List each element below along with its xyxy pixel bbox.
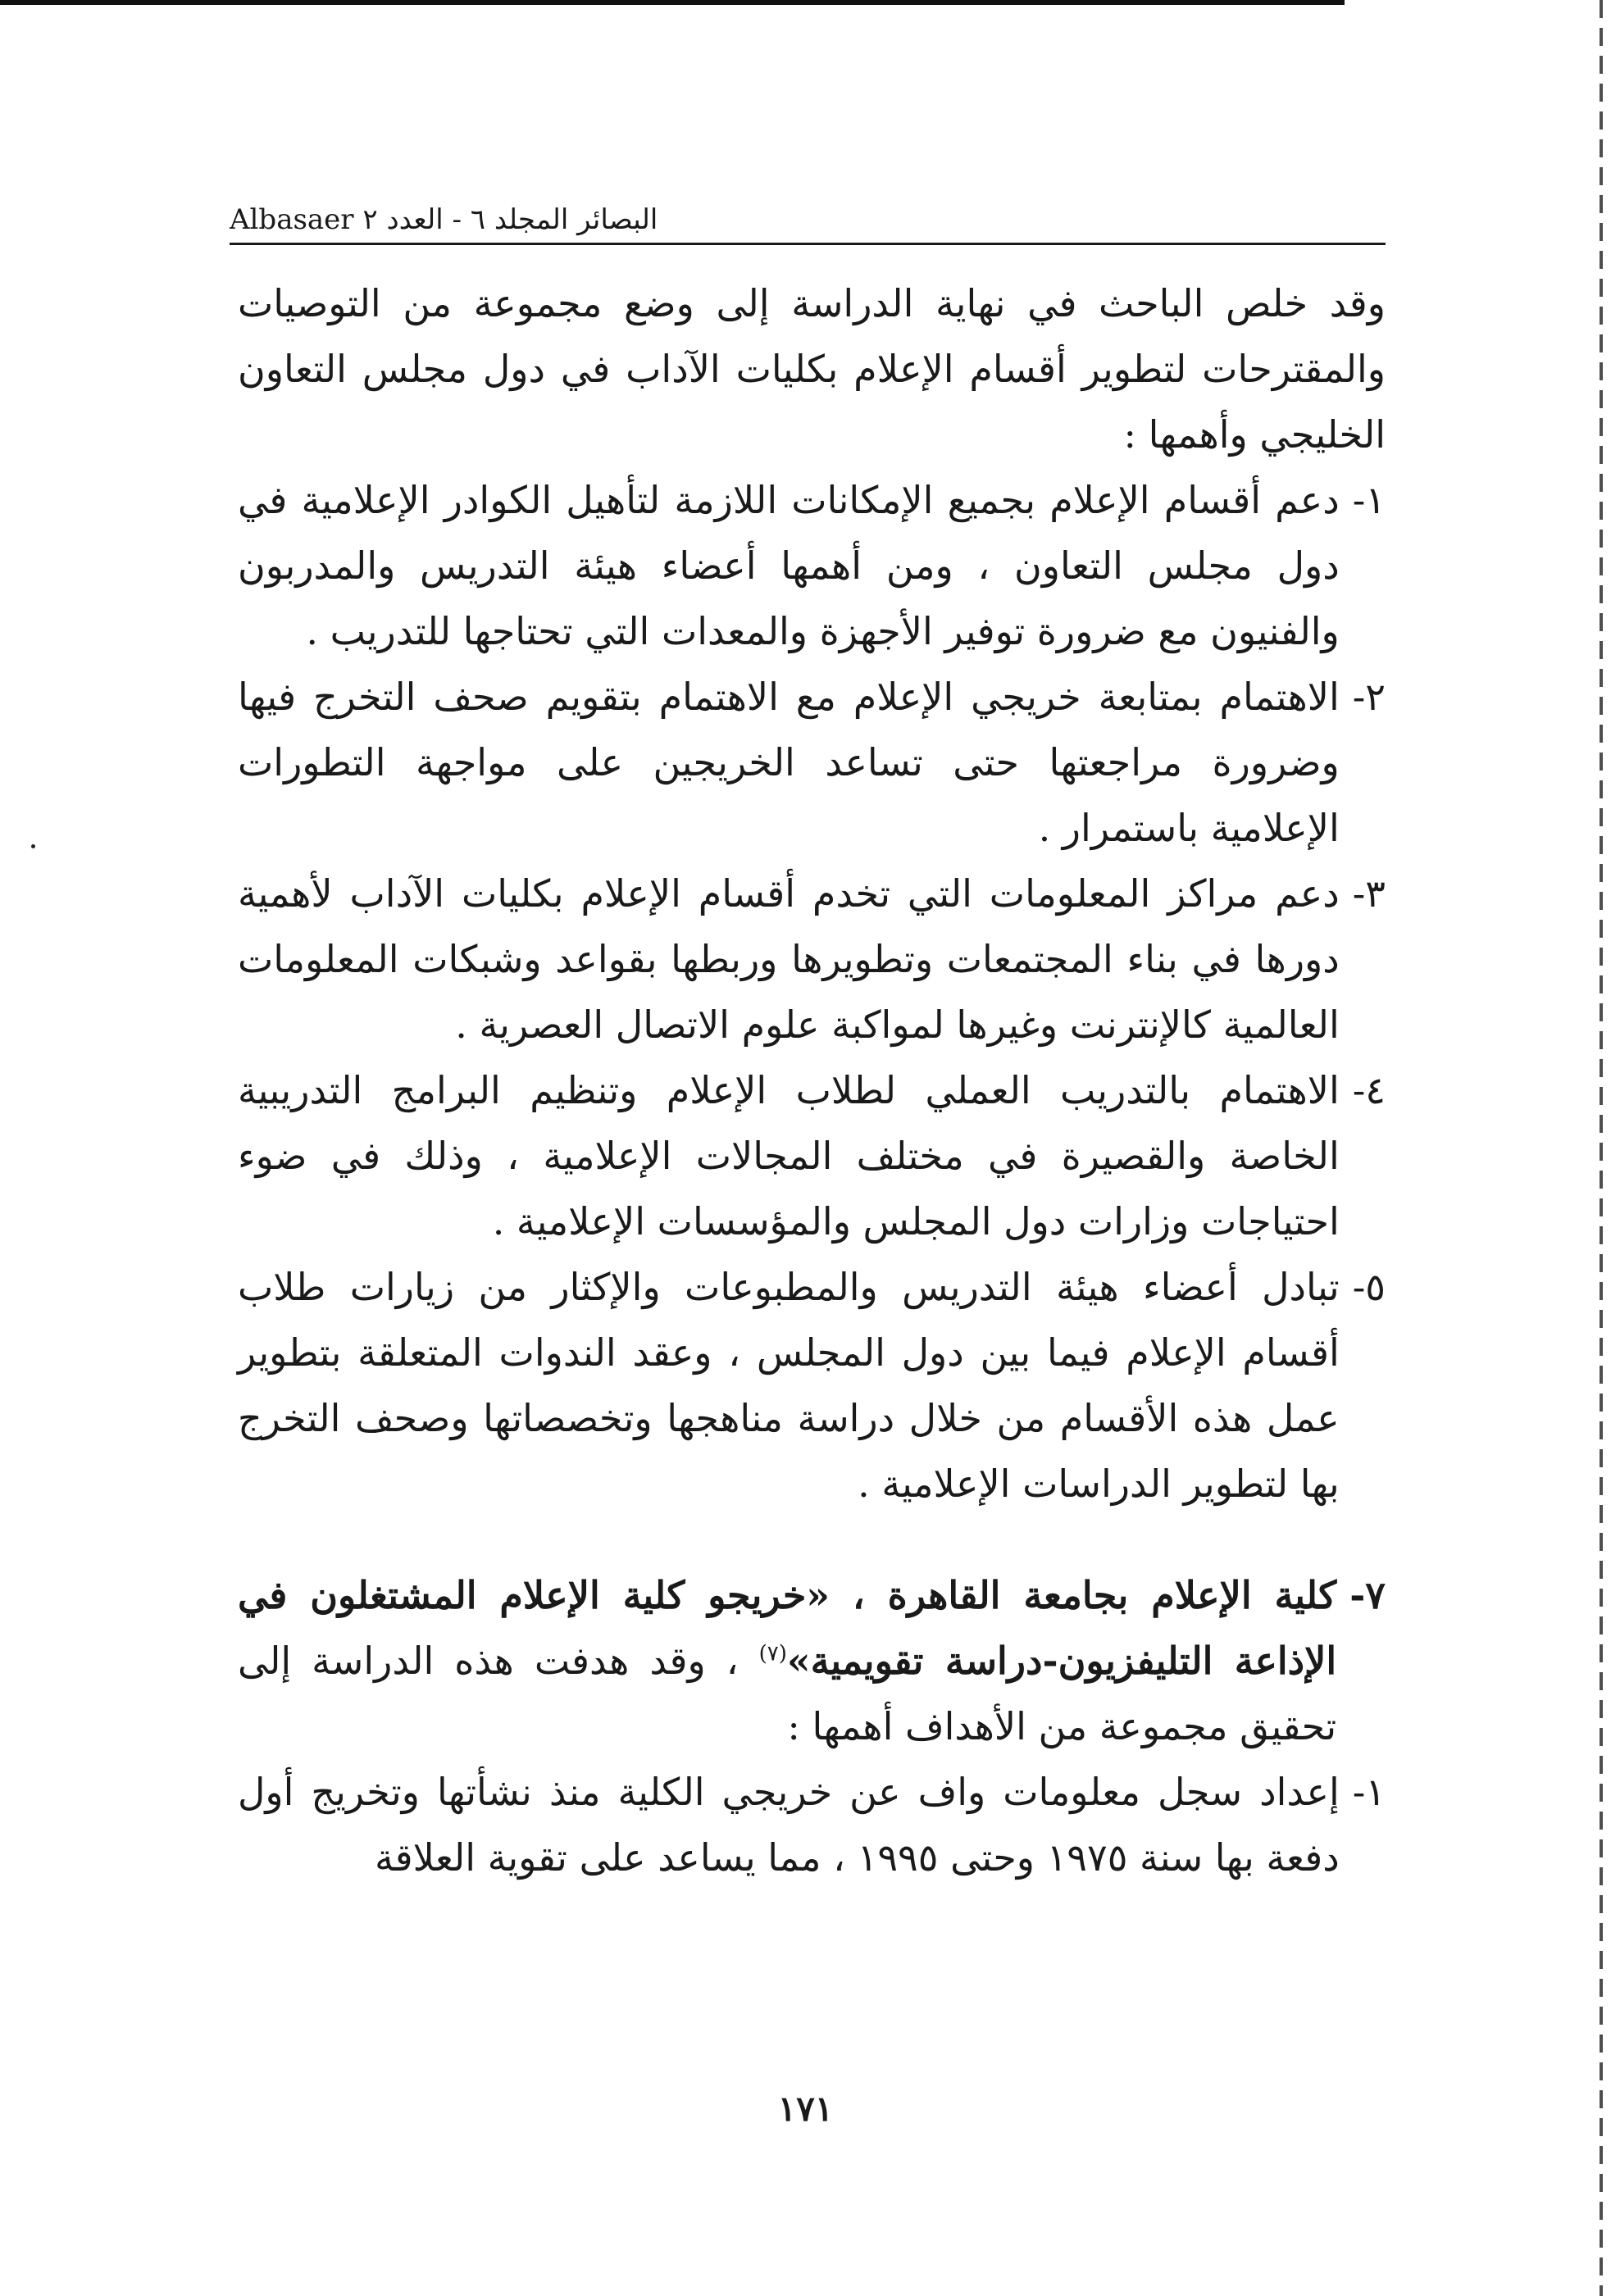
study-seven-item [238,1562,1386,1759]
recommendation-item [238,861,1386,1057]
study-seven-paragraph [238,1562,1336,1759]
page-number: ١٧١ [777,2089,834,2129]
recommendation-item [238,664,1386,861]
item-number: ١- [1352,1770,1386,1814]
page-body [238,271,1386,1890]
study-description: ، وقد هدفت هذه الدراسة إلى تحقيق مجموعة من الأهداف أهمها : [238,1639,1337,1748]
footnote-ref: (٧) [758,1641,787,1666]
item-text: إعداد سجل معلومات واف عن خريجي الكلية منذ نشأتها وتخريج أول دفعة بها سنة ١٩٧٥ وحتى ١٩٩٥ ، مما يساعد على تقوية العلاقة [238,1770,1340,1880]
recommendation-item [238,1057,1386,1254]
item-text: الاهتمام بمتابعة خريجي الإعلام مع الاهتمام بتقويم صحف التخرج فيها وضرورة مراجعتها حتى تساعد الخريجين على مواجهة التطورات الإعلامية باستمرار . [238,675,1340,850]
item-number: ٢- [1352,675,1386,719]
item-text: دعم أقسام الإعلام بجميع الإمكانات اللازمة لتأهيل الكوادر الإعلامية في دول مجلس التعاون ، ومن أهمها أعضاء هيئة التدريس والمدربون والفنيون مع ضرورة توفير الأجهزة والمعدات التي تحتاجها للتدريب . [238,478,1340,653]
item-text: دعم مراكز المعلومات التي تخدم أقسام الإعلام بكليات الآداب لأهمية دورها في بناء المجتمعات وتطويرها وربطها بقواعد وشبكات المعلومات العالمية كالإنترنت وغيرها لمواكبة علوم الاتصال العصرية . [238,871,1340,1047]
item-number: ٣- [1352,871,1386,916]
item-text: تبادل أعضاء هيئة التدريس والمطبوعات والإكثار من زيارات طلاب أقسام الإعلام فيما بين دول المجلس ، وعقد الندوات المتعلقة بتطوير عمل هذه الأقسام من خلال دراسة مناهجها وتخصصاتها وصحف التخرج بها لتطوير الدراسات الإعلامية . [238,1265,1340,1506]
study-number: ٧- [1349,1573,1386,1617]
scan-top-border [0,0,1345,5]
objective-item [238,1759,1386,1890]
intro-paragraph: وقد خلص الباحث في نهاية الدراسة إلى وضع مجموعة من التوصيات والمقترحات لتطوير أقسام الإعلام بكليات الآداب في دول مجلس التعاون الخليجي وأهمها : [238,281,1386,457]
journal-running-title: Albasaer البصائر المجلد ٦ - العدد ٢ [230,203,658,236]
item-number: ٥- [1352,1265,1386,1309]
scan-speck [31,844,35,848]
item-number: ١- [1352,478,1386,522]
section-spacer [238,1516,1386,1562]
scan-right-border [1600,0,1603,2296]
running-header [230,193,1386,245]
study-title: كلية الإعلام بجامعة القاهرة ، «خريجو كلية الإعلام المشتغلون في الإذاعة التليفزيون-دراسة تقويمية» [238,1573,1337,1683]
item-number: ٤- [1352,1068,1386,1112]
recommendation-item [238,467,1386,664]
recommendation-item [238,1254,1386,1516]
item-text: الاهتمام بالتدريب العملي لطلاب الإعلام وتنظيم البرامج التدريبية الخاصة والقصيرة في مختلف المجالات الإعلامية ، وذلك في ضوء احتياجات وزارات دول المجلس والمؤسسات الإعلامية . [238,1068,1340,1243]
